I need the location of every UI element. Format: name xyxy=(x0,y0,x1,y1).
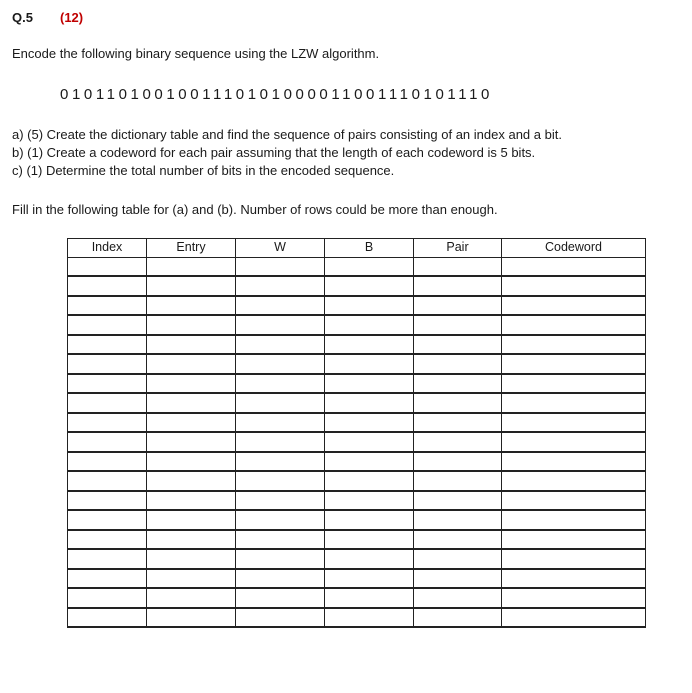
table-cell xyxy=(68,393,147,413)
table-cell xyxy=(414,413,502,433)
table-row xyxy=(68,452,646,472)
table-cell xyxy=(325,432,414,452)
table-cell xyxy=(502,608,646,628)
task-list xyxy=(12,126,562,180)
table-cell xyxy=(147,569,236,589)
table-cell xyxy=(68,296,147,316)
table-cell xyxy=(325,608,414,628)
table-cell xyxy=(414,569,502,589)
table-cell xyxy=(147,413,236,433)
table-cell xyxy=(502,452,646,472)
table-cell xyxy=(325,491,414,511)
table-cell xyxy=(147,549,236,569)
table-cell xyxy=(414,315,502,335)
table-cell xyxy=(414,432,502,452)
table-cell xyxy=(414,354,502,374)
table-cell xyxy=(68,276,147,296)
table-row xyxy=(68,608,646,628)
table-cell xyxy=(414,549,502,569)
table-cell xyxy=(68,569,147,589)
table-cell xyxy=(325,588,414,608)
table-cell xyxy=(325,413,414,433)
table-cell xyxy=(236,276,325,296)
table-cell xyxy=(325,393,414,413)
table-cell xyxy=(325,374,414,394)
table-row xyxy=(68,471,646,491)
table-cell xyxy=(414,491,502,511)
table-cell xyxy=(502,510,646,530)
table-cell xyxy=(147,315,236,335)
table-cell xyxy=(325,335,414,355)
table-cell xyxy=(502,569,646,589)
table-cell xyxy=(414,471,502,491)
table-cell xyxy=(68,452,147,472)
table-cell xyxy=(68,588,147,608)
task-a: a) (5) Create the dictionary table and find the sequence of pairs consisting of an index and a bit. xyxy=(12,127,562,142)
table-cell xyxy=(414,530,502,550)
task-c: c) (1) Determine the total number of bits in the encoded sequence. xyxy=(12,163,395,178)
table-cell xyxy=(68,335,147,355)
table-cell xyxy=(68,413,147,433)
table-cell xyxy=(502,257,646,276)
table-cell xyxy=(68,491,147,511)
table-row xyxy=(68,549,646,569)
table-cell xyxy=(325,530,414,550)
table-cell xyxy=(502,471,646,491)
table-cell xyxy=(147,335,236,355)
table-cell xyxy=(502,491,646,511)
header-pair: Pair xyxy=(414,239,502,258)
table-cell xyxy=(502,530,646,550)
table-cell xyxy=(147,257,236,276)
table-row xyxy=(68,354,646,374)
table-cell xyxy=(236,588,325,608)
table-cell xyxy=(236,296,325,316)
table-cell xyxy=(414,510,502,530)
header-w: W xyxy=(236,239,325,258)
table-cell xyxy=(414,588,502,608)
table-cell xyxy=(414,608,502,628)
table-cell xyxy=(236,432,325,452)
table-cell xyxy=(236,569,325,589)
table-cell xyxy=(147,588,236,608)
table-row xyxy=(68,413,646,433)
table-cell xyxy=(502,549,646,569)
table-cell xyxy=(147,354,236,374)
table-cell xyxy=(147,491,236,511)
table-row xyxy=(68,588,646,608)
table-cell xyxy=(236,471,325,491)
fill-instructions: Fill in the following table for (a) and (b). Number of rows could be more than enough. xyxy=(12,202,498,217)
table-cell xyxy=(68,257,147,276)
header-index: Index xyxy=(68,239,147,258)
table-cell xyxy=(502,354,646,374)
table-cell xyxy=(236,491,325,511)
table-cell xyxy=(502,413,646,433)
table-cell xyxy=(414,335,502,355)
table-cell xyxy=(147,432,236,452)
table-cell xyxy=(68,530,147,550)
table-row xyxy=(68,510,646,530)
table-cell xyxy=(502,276,646,296)
table-cell xyxy=(147,452,236,472)
table-row xyxy=(68,374,646,394)
table-cell xyxy=(414,276,502,296)
table-cell xyxy=(147,608,236,628)
table-cell xyxy=(147,276,236,296)
table-cell xyxy=(502,393,646,413)
table-cell xyxy=(236,354,325,374)
table-row xyxy=(68,296,646,316)
table-row xyxy=(68,276,646,296)
table-cell xyxy=(414,296,502,316)
table-row xyxy=(68,393,646,413)
table-cell xyxy=(236,315,325,335)
table-row xyxy=(68,335,646,355)
table-cell xyxy=(236,374,325,394)
table-cell xyxy=(236,413,325,433)
table-cell xyxy=(236,510,325,530)
header-codeword: Codeword xyxy=(502,239,646,258)
table-row xyxy=(68,491,646,511)
table-cell xyxy=(236,530,325,550)
table-cell xyxy=(236,549,325,569)
table-cell xyxy=(502,296,646,316)
table-cell xyxy=(325,296,414,316)
table-header-row xyxy=(68,239,646,258)
table-cell xyxy=(147,296,236,316)
table-cell xyxy=(325,315,414,335)
table-cell xyxy=(325,510,414,530)
table-cell xyxy=(325,276,414,296)
table-cell xyxy=(68,608,147,628)
table-cell xyxy=(147,471,236,491)
header-b: B xyxy=(325,239,414,258)
table-cell xyxy=(68,374,147,394)
table-cell xyxy=(68,315,147,335)
binary-sequence: 0101101001001110101000011001110101110 xyxy=(60,86,493,103)
table-cell xyxy=(236,257,325,276)
task-b: b) (1) Create a codeword for each pair assuming that the length of each codeword is 5 bits. xyxy=(12,145,536,160)
table-cell xyxy=(236,452,325,472)
table-cell xyxy=(68,432,147,452)
table-cell xyxy=(414,257,502,276)
table-body xyxy=(68,257,646,627)
question-header xyxy=(12,10,83,26)
table-cell xyxy=(68,510,147,530)
table-row xyxy=(68,432,646,452)
table-row xyxy=(68,315,646,335)
table-row xyxy=(68,257,646,276)
table-cell xyxy=(236,393,325,413)
header-entry: Entry xyxy=(147,239,236,258)
table-row xyxy=(68,569,646,589)
table-cell xyxy=(147,374,236,394)
question-intro: Encode the following binary sequence using the LZW algorithm. xyxy=(12,46,380,61)
table-row xyxy=(68,530,646,550)
table-cell xyxy=(502,374,646,394)
table-cell xyxy=(414,374,502,394)
question-points: (12) xyxy=(60,10,84,25)
table-cell xyxy=(325,354,414,374)
table-cell xyxy=(325,569,414,589)
table-cell xyxy=(68,354,147,374)
question-number: Q.5 xyxy=(12,10,33,25)
table-cell xyxy=(68,471,147,491)
table-cell xyxy=(147,510,236,530)
table-cell xyxy=(325,549,414,569)
table-cell xyxy=(414,452,502,472)
table-cell xyxy=(325,452,414,472)
table-cell xyxy=(236,608,325,628)
table-cell xyxy=(147,530,236,550)
table-cell xyxy=(325,257,414,276)
table-cell xyxy=(236,335,325,355)
table-cell xyxy=(414,393,502,413)
table-cell xyxy=(502,432,646,452)
table-cell xyxy=(325,471,414,491)
table-cell xyxy=(502,335,646,355)
table-cell xyxy=(147,393,236,413)
table-cell xyxy=(502,588,646,608)
table-cell xyxy=(68,549,147,569)
table-cell xyxy=(502,315,646,335)
lzw-table xyxy=(67,238,646,628)
